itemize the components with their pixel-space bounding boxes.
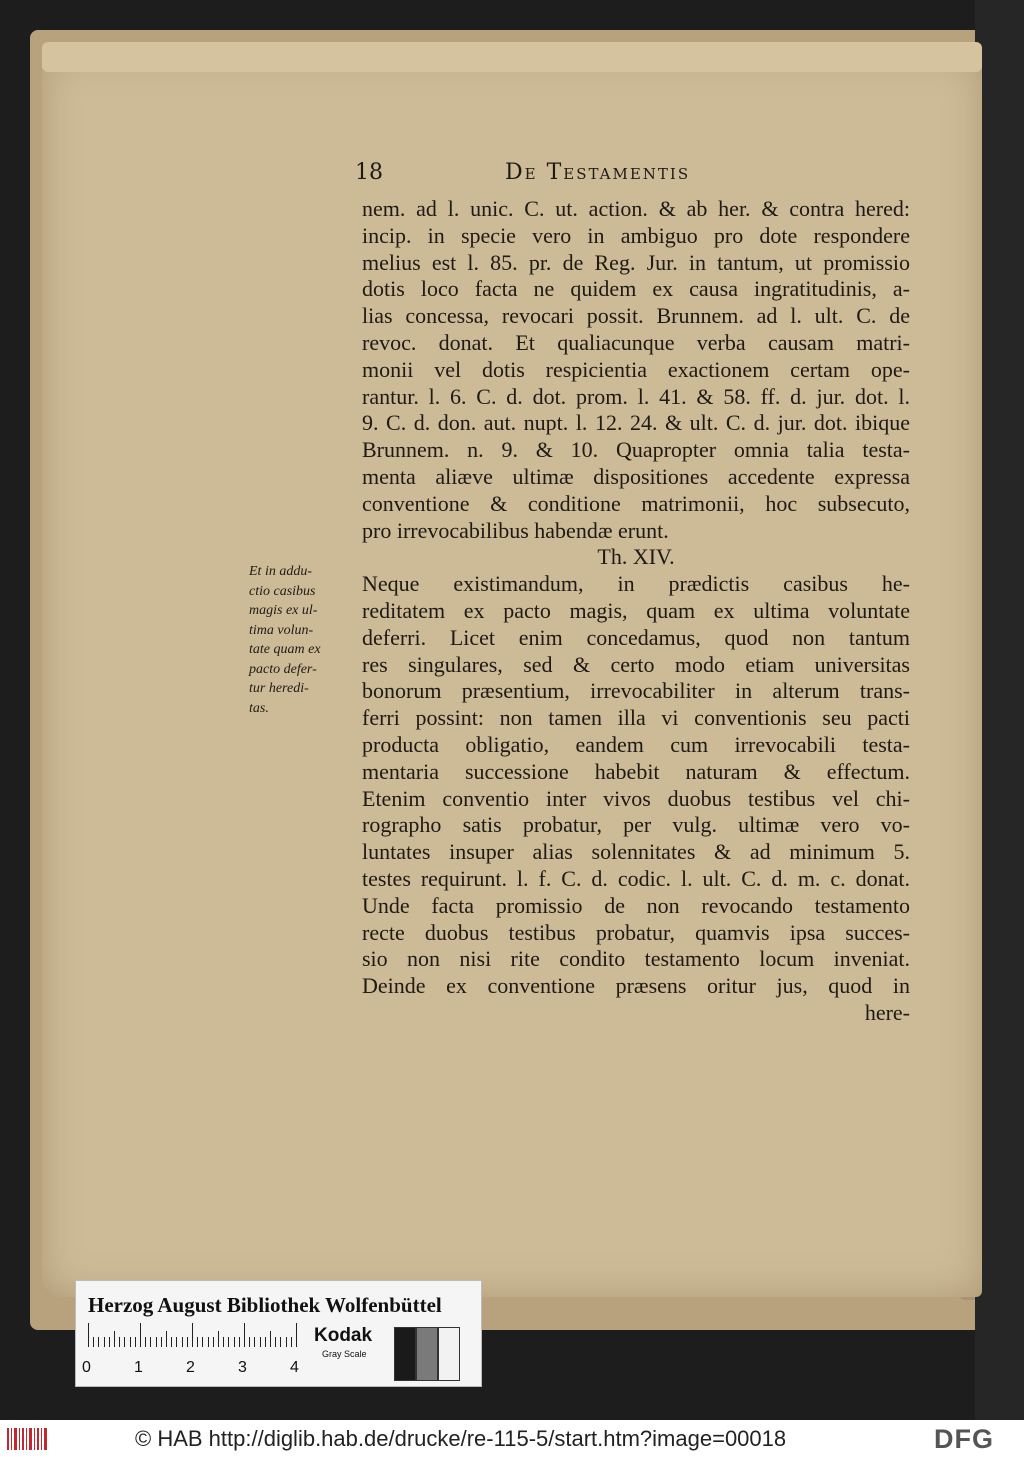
ruler-tick <box>93 1337 94 1347</box>
ruler-tick <box>130 1337 131 1347</box>
page-number: 18 <box>355 160 383 185</box>
margin-note-line: ctio casibus <box>249 583 316 599</box>
margin-note-line: tate quam ex <box>249 642 321 657</box>
text-line: luntates insuper alias solennitates & ad minimum 5. <box>362 839 910 865</box>
ruler-tick <box>171 1337 172 1347</box>
text-line: sio non nisi rite condito testamento locum inveniat. <box>362 946 910 972</box>
page-header <box>355 160 915 186</box>
ruler-tick <box>202 1337 203 1347</box>
ruler-tick <box>244 1323 245 1347</box>
ruler-tick <box>161 1337 162 1347</box>
text-line: Neque existimandum, in prædictis casibus he- <box>362 571 910 597</box>
text-line: pro irrevocabilibus habendæ erunt. <box>362 517 669 543</box>
text-line: Etenim conventio inter vivos duobus testibus vel chi- <box>362 785 910 811</box>
text-line: 9. C. d. don. aut. nupt. l. 12. 24. & ult. C. d. jur. dot. ibique <box>362 410 910 436</box>
text-line: rographo satis probatur, per vulg. ultimæ vero vo- <box>362 812 910 838</box>
ruler-tick <box>192 1323 193 1347</box>
copyright-url[interactable]: © HAB http://diglib.hab.de/drucke/re-115-5/start.htm?image=00018 <box>135 1426 787 1451</box>
gray-scale-label: Gray Scale <box>322 1349 367 1359</box>
book-spine <box>975 0 1024 1420</box>
ruler-tick <box>145 1337 146 1347</box>
ruler-tick <box>218 1331 219 1347</box>
text-line: producta obligatio, eandem cum irrevocabili testa- <box>362 731 910 757</box>
margin-note-line: tima volun- <box>249 622 314 638</box>
ruler-tick <box>296 1323 297 1347</box>
scale-number: 1 <box>134 1359 143 1376</box>
text-line: Brunnem. n. 9. & 10. Quapropter omnia talia testa- <box>362 437 910 463</box>
text-line: here- <box>864 999 910 1025</box>
scale-number: 2 <box>186 1359 195 1376</box>
text-line: incip. in specie vero in ambiguo pro dote respondere <box>362 222 910 248</box>
gray-swatch <box>416 1327 438 1381</box>
text-line: Th. XIV. <box>597 544 675 570</box>
running-head: De Testamentis <box>505 160 691 185</box>
text-line: menta aliæve ultimæ dispositiones accedente expressa <box>362 463 910 489</box>
library-name: Herzog August Bibliothek Wolfenbüttel <box>88 1293 442 1317</box>
text-line: dotis loco facta ne quidem ex causa ingratitudinis, a- <box>362 276 910 302</box>
text-line: mentaria successione habebit naturam & effectum. <box>362 758 910 784</box>
ruler-tick <box>109 1337 110 1347</box>
ruler-tick <box>176 1337 177 1347</box>
ruler-tick <box>228 1337 229 1347</box>
gray-swatch <box>394 1327 416 1381</box>
ruler-tick <box>187 1337 188 1347</box>
body-text <box>362 196 910 1027</box>
gray-swatch <box>438 1327 460 1381</box>
margin-note <box>249 562 374 718</box>
ruler-tick <box>88 1323 89 1347</box>
ruler-tick <box>254 1337 255 1347</box>
text-line: melius est l. 85. pr. de Reg. Jur. in tantum, ut promissio <box>362 249 910 275</box>
ruler-tick <box>150 1337 151 1347</box>
text-line: ferri possint: non tamen illa vi conventionis seu pacti <box>362 705 910 731</box>
text-line: revoc. donat. Et qualiacunque verba causam matri- <box>362 329 910 355</box>
ruler-tick <box>197 1337 198 1347</box>
scale-number: 0 <box>82 1359 91 1376</box>
text-line: recte duobus testibus probatur, quamvis ipsa succes- <box>362 919 910 945</box>
scale-ruler <box>88 1323 296 1347</box>
text-line: nem. ad l. unic. C. ut. action. & ab her. & contra hered: <box>362 196 910 221</box>
ruler-tick <box>270 1331 271 1347</box>
ruler-tick <box>260 1337 261 1347</box>
text-line: testes requirunt. l. f. C. d. codic. l. ult. C. d. m. c. donat. <box>362 865 910 891</box>
margin-note-line: tur heredi- <box>249 681 309 696</box>
ruler-tick <box>208 1337 209 1347</box>
footer-bar <box>0 1420 1024 1459</box>
color-target-card <box>75 1280 482 1387</box>
ruler-tick <box>98 1337 99 1347</box>
ruler-tick <box>265 1337 266 1347</box>
ruler-tick <box>156 1337 157 1347</box>
text-line: bonorum præsentium, irrevocabiliter in alterum trans- <box>362 678 910 704</box>
text-line: deferri. Licet enim concedamus, quod non tantum <box>362 624 910 650</box>
dfg-logo: DFG <box>934 1424 994 1454</box>
ruler-tick <box>213 1337 214 1347</box>
margin-note-line: magis ex ul- <box>249 603 318 618</box>
ruler-tick <box>135 1337 136 1347</box>
ruler-tick <box>223 1337 224 1347</box>
ruler-tick <box>286 1337 287 1347</box>
text-line: reditatem ex pacto magis, quam ex ultima voluntate <box>362 597 910 623</box>
scale-number: 4 <box>290 1359 299 1376</box>
ruler-tick <box>291 1337 292 1347</box>
barcode-icon <box>6 1426 48 1452</box>
ruler-tick <box>114 1331 115 1347</box>
page-top-edge <box>42 42 982 72</box>
scale-numbers <box>82 1359 302 1379</box>
text-line: lias concessa, revocari possit. Brunnem. ad l. ult. C. de <box>362 303 910 329</box>
text-line: conventione & conditione matrimonii, hoc subsecuto, <box>362 490 910 516</box>
ruler-tick <box>124 1337 125 1347</box>
scale-number: 3 <box>238 1359 247 1376</box>
ruler-tick <box>182 1337 183 1347</box>
margin-note-line: pacto defer- <box>249 661 317 677</box>
ruler-tick <box>119 1337 120 1347</box>
margin-note-line: tas. <box>249 700 269 716</box>
ruler-tick <box>166 1331 167 1347</box>
margin-note-line: Et in addu- <box>249 564 312 579</box>
text-line: Unde facta promissio de non revocando testamento <box>362 892 910 918</box>
text-line: Deinde ex conventione præsens oritur jus, quod in <box>362 973 910 999</box>
ruler-tick <box>234 1337 235 1347</box>
ruler-tick <box>239 1337 240 1347</box>
ruler-tick <box>275 1337 276 1347</box>
text-line: monii vel dotis respicientia exactionem certam ope- <box>362 356 910 382</box>
ruler-tick <box>249 1337 250 1347</box>
kodak-logo: Kodak <box>314 1325 373 1346</box>
ruler-tick <box>140 1323 141 1347</box>
text-line: res singulares, sed & certo modo etiam universitas <box>362 651 910 677</box>
ruler-tick <box>280 1337 281 1347</box>
text-line: rantur. l. 6. C. d. dot. prom. l. 41. & 58. ff. d. jur. dot. l. <box>362 383 910 409</box>
ruler-tick <box>104 1337 105 1347</box>
